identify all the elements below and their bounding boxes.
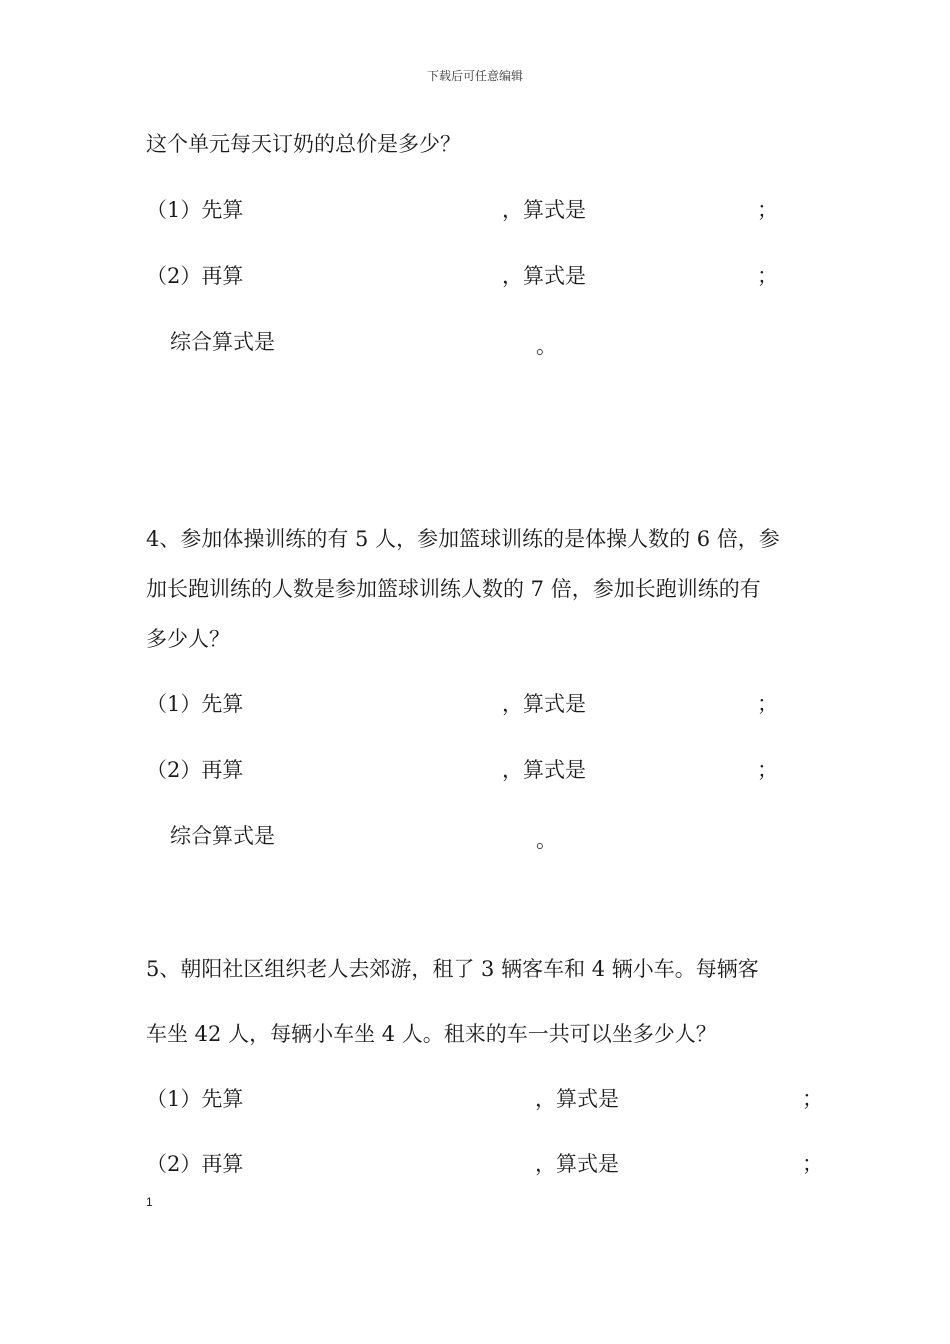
page-number: 1: [146, 1195, 153, 1209]
q5-step1-formula-label: ，算式是: [535, 1087, 619, 1111]
q4-step2-label: （2）再算: [146, 758, 244, 782]
q5-step1-semicolon: ；: [802, 1087, 823, 1111]
q3-step1-semicolon: ；: [757, 198, 778, 222]
q3-combined-label: 综合算式是: [170, 330, 275, 354]
q4-step2-formula-label: ，算式是: [502, 758, 586, 782]
q4-combined-label: 综合算式是: [170, 824, 275, 848]
q4-line3: 多少人？: [146, 627, 230, 651]
q3-step1-formula-label: ，算式是: [502, 198, 586, 222]
page-header: 下载后可任意编辑: [426, 69, 523, 83]
q5-step1-label: （1）先算: [146, 1087, 244, 1111]
q4-line2: 加长跑训练的人数是参加篮球训练人数的 7 倍，参加长跑训练的有: [146, 577, 761, 601]
q5-step2-label: （2）再算: [146, 1152, 244, 1176]
q5-line2: 车坐 42 人，每辆小车坐 4 人。租来的车一共可以坐多少人？: [146, 1022, 717, 1046]
q4-combined-period: 。: [536, 828, 557, 852]
q3-combined-period: 。: [536, 334, 557, 358]
q3-step2-semicolon: ；: [757, 264, 778, 288]
q4-line1: 4、参加体操训练的有 5 人，参加篮球训练的是体操人数的 6 倍，参: [146, 527, 780, 551]
q4-step1-label: （1）先算: [146, 692, 244, 716]
q3-step2-label: （2）再算: [146, 264, 244, 288]
q5-step2-formula-label: ，算式是: [535, 1152, 619, 1176]
q3-step1-label: （1）先算: [146, 198, 244, 222]
q5-step2-semicolon: ；: [802, 1152, 823, 1176]
q4-step2-semicolon: ；: [757, 758, 778, 782]
q4-step1-semicolon: ；: [757, 692, 778, 716]
q3-question: 这个单元每天订奶的总价是多少？: [146, 132, 461, 156]
q5-line1: 5、朝阳社区组织老人去郊游，租了 3 辆客车和 4 辆小车。每辆客: [146, 957, 759, 981]
q3-step2-formula-label: ，算式是: [502, 264, 586, 288]
q4-step1-formula-label: ，算式是: [502, 692, 586, 716]
